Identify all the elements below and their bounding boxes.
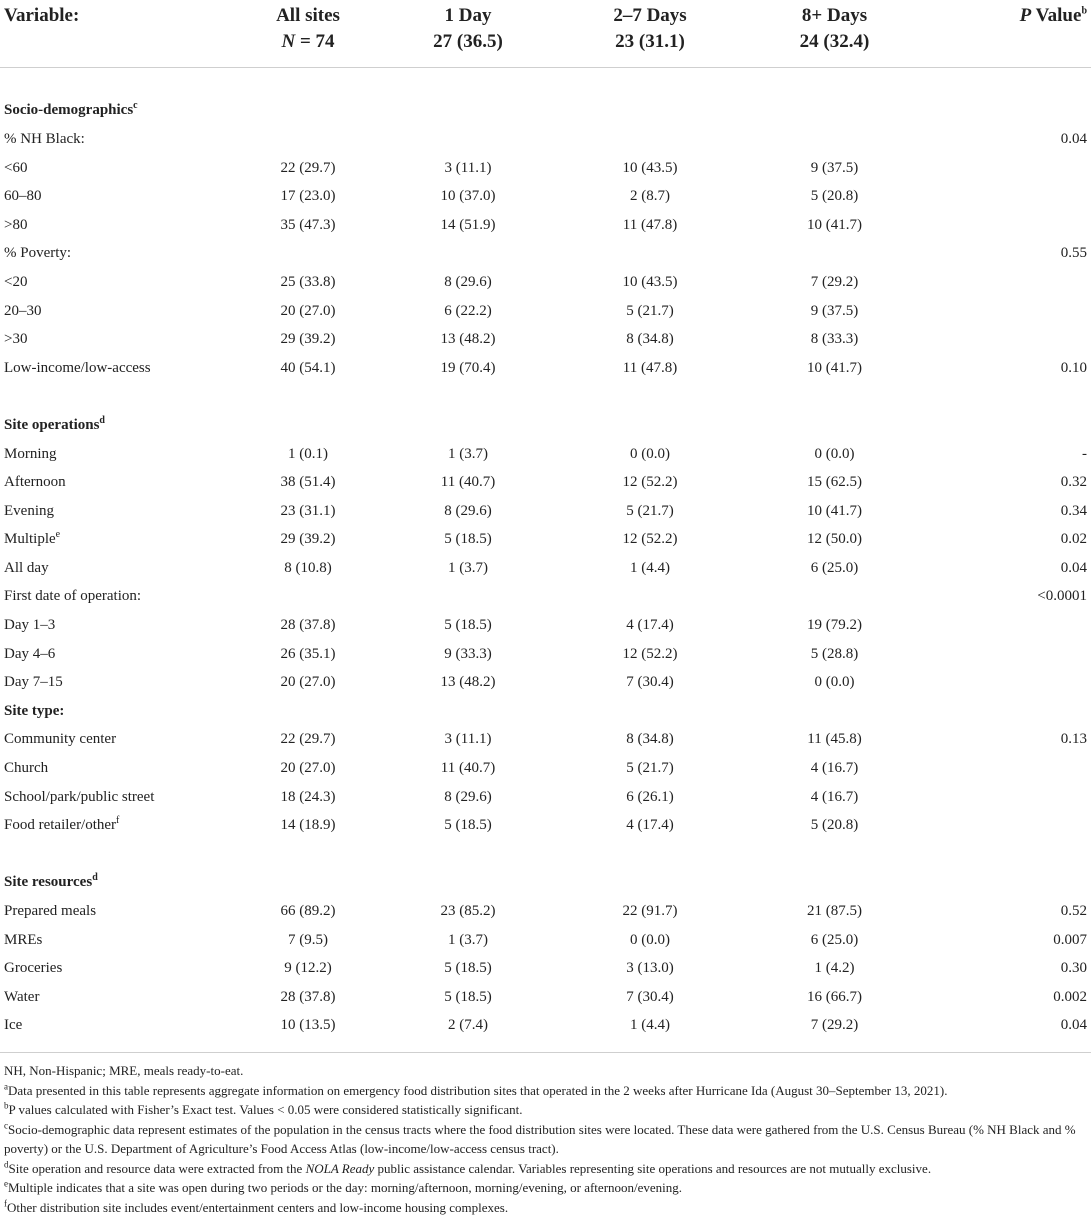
cell-d1: 5 (18.5) bbox=[444, 988, 492, 1005]
cell-p: 0.04 bbox=[1060, 130, 1087, 147]
table-row bbox=[0, 354, 1091, 383]
cell-d3: 8 (33.3) bbox=[810, 331, 859, 348]
cell-p: - bbox=[1082, 445, 1087, 462]
cell-d2: 10 (43.5) bbox=[622, 273, 678, 290]
cell-label: <20 bbox=[4, 273, 28, 290]
cell-d2: 5 (21.7) bbox=[626, 760, 674, 777]
cell-all: 29 (39.2) bbox=[280, 331, 336, 348]
cell-p: 0.30 bbox=[1060, 960, 1087, 977]
cell-label: Low-income/low-access bbox=[4, 359, 151, 376]
cell-d3: 10 (41.7) bbox=[807, 359, 862, 376]
cell-d3 bbox=[742, 125, 927, 154]
cell-d3: 7 (29.2) bbox=[810, 1017, 859, 1034]
table-row bbox=[0, 468, 1091, 497]
cell-d1: 14 (51.9) bbox=[440, 216, 496, 233]
cell-p: 0.04 bbox=[1060, 559, 1087, 576]
cell-d1: 13 (48.2) bbox=[440, 331, 496, 348]
cell-all: 38 (51.4) bbox=[280, 474, 336, 491]
cell-label: Water bbox=[4, 988, 40, 1005]
table-row bbox=[0, 268, 1091, 297]
cell-p bbox=[927, 297, 1091, 326]
table-row bbox=[0, 125, 1091, 154]
cell-p bbox=[927, 211, 1091, 240]
cell-all: 22 (29.7) bbox=[280, 731, 336, 748]
table-row bbox=[0, 583, 1091, 612]
table-row bbox=[0, 325, 1091, 354]
cell-d1: 5 (18.5) bbox=[444, 617, 492, 634]
header-p-value: P Value$^b$ bbox=[927, 0, 1091, 68]
cell-all: 66 (89.2) bbox=[280, 903, 336, 920]
cell-d3: 1 (4.2) bbox=[814, 960, 855, 977]
table-row bbox=[0, 983, 1091, 1012]
table-row bbox=[0, 954, 1091, 983]
cell-d2: 10 (43.5) bbox=[622, 159, 678, 176]
cell-d2: 12 (52.2) bbox=[622, 474, 678, 491]
cell-p bbox=[927, 611, 1091, 640]
cell-d3: 15 (62.5) bbox=[807, 474, 862, 491]
table-row bbox=[0, 726, 1091, 755]
cell-label: <60 bbox=[4, 159, 28, 176]
table-row bbox=[0, 668, 1091, 697]
cell-d1 bbox=[378, 125, 558, 154]
cell-all: 17 (23.0) bbox=[280, 188, 336, 205]
cell-d2: 12 (52.2) bbox=[622, 531, 678, 548]
cell-d2: 5 (21.7) bbox=[626, 302, 674, 319]
cell-d3: 5 (28.8) bbox=[810, 645, 859, 662]
footnote-a: $^a$Data presented in this table represents aggregate information on emergency food distribution sites that operated in the 2 weeks after Hurricane Ida (August 30–September 13, 2021). bbox=[4, 1081, 948, 1098]
cell-label: % Poverty: bbox=[4, 245, 72, 262]
cell-p: 0.55 bbox=[1060, 245, 1087, 262]
table-row bbox=[0, 783, 1091, 812]
cell-d1 bbox=[378, 240, 558, 269]
cell-p bbox=[927, 182, 1091, 211]
cell-label: First date of operation: bbox=[4, 588, 142, 605]
cell-d1: 3 (11.1) bbox=[444, 731, 492, 748]
cell-d1: 5 (18.5) bbox=[444, 817, 492, 834]
cell-d1: 23 (85.2) bbox=[440, 903, 496, 920]
cell-p: 0.04 bbox=[1060, 1017, 1087, 1034]
cell-p: 0.32 bbox=[1060, 474, 1087, 491]
cell-d3: 6 (25.0) bbox=[810, 559, 859, 576]
cell-p: 0.10 bbox=[1060, 359, 1087, 376]
cell-d2: 2 (8.7) bbox=[630, 188, 670, 205]
cell-label: MREs bbox=[4, 931, 43, 948]
cell-label: Prepared meals bbox=[4, 903, 97, 920]
cell-d3: 9 (37.5) bbox=[810, 159, 859, 176]
cell-d3 bbox=[742, 240, 927, 269]
cell-p: 0.13 bbox=[1060, 731, 1087, 748]
cell-d2 bbox=[558, 240, 742, 269]
cell-d2 bbox=[558, 583, 742, 612]
cell-d2: 4 (17.4) bbox=[626, 817, 674, 834]
footnote-c: $^c$Socio-demographic data represent estimates of the population in the census tracts where the food distribution sites were located. These data were gathered from the U.S. Census Bureau (% NH Black and % poverty) or the U.S. Department of Agriculture’s Food Access Atlas (low-income/low-access census tract). bbox=[4, 1120, 1076, 1157]
cell-d2: 3 (13.0) bbox=[626, 960, 674, 977]
table-row bbox=[0, 640, 1091, 669]
cell-d3: 5 (20.8) bbox=[810, 817, 859, 834]
cell-d2: 0 (0.0) bbox=[630, 931, 670, 948]
cell-d3: 10 (41.7) bbox=[807, 216, 862, 233]
cell-d2: 7 (30.4) bbox=[626, 988, 674, 1005]
cell-d1: 8 (29.6) bbox=[444, 502, 492, 519]
cell-all: 22 (29.7) bbox=[280, 159, 336, 176]
cell-p bbox=[927, 754, 1091, 783]
cell-d2: 5 (21.7) bbox=[626, 502, 674, 519]
section-ops: Site operations$^d$ bbox=[4, 414, 105, 433]
table-row bbox=[0, 440, 1091, 469]
cell-label: 60–80 bbox=[4, 188, 42, 205]
cell-d1: 5 (18.5) bbox=[444, 960, 492, 977]
cell-d2: 4 (17.4) bbox=[626, 617, 674, 634]
table-row bbox=[0, 240, 1091, 269]
section-socio-demographics: Socio-demographics$^c$ bbox=[4, 100, 138, 119]
cell-p bbox=[927, 640, 1091, 669]
table-row bbox=[0, 754, 1091, 783]
cell-all: 20 (27.0) bbox=[280, 302, 336, 319]
table-row bbox=[0, 497, 1091, 526]
table-row bbox=[0, 554, 1091, 583]
header-1-day: 1 Day 27 (36.5) bbox=[378, 0, 558, 68]
cell-d3 bbox=[742, 583, 927, 612]
cell-all: 8 (10.8) bbox=[284, 559, 332, 576]
cell-p bbox=[927, 154, 1091, 183]
cell-all: 20 (27.0) bbox=[280, 674, 336, 691]
table-row bbox=[0, 811, 1091, 840]
cell-label: Multiple$^e$ bbox=[4, 529, 61, 548]
section-res: Site resources$^d$ bbox=[4, 872, 98, 891]
cell-d1: 6 (22.2) bbox=[444, 302, 492, 319]
header-8-plus-days: 8+ Days 24 (32.4) bbox=[742, 0, 927, 68]
cell-all: 35 (47.3) bbox=[280, 216, 336, 233]
table-row bbox=[0, 297, 1091, 326]
cell-all: 1 (0.1) bbox=[288, 445, 328, 462]
footnote-b: $^b$P values calculated with Fisher’s Exact test. Values < 0.05 were considered statistically significant. bbox=[4, 1100, 523, 1118]
cell-d1: 19 (70.4) bbox=[440, 359, 496, 376]
table-row bbox=[0, 211, 1091, 240]
cell-d2: 12 (52.2) bbox=[622, 645, 678, 662]
cell-all: 10 (13.5) bbox=[280, 1017, 336, 1034]
cell-p: <0.0001 bbox=[1037, 588, 1087, 605]
cell-d2: 0 (0.0) bbox=[630, 445, 670, 462]
table-header bbox=[0, 0, 1091, 68]
footnote-abbrev: NH, Non-Hispanic; MRE, meals ready-to-eat. bbox=[4, 1063, 244, 1079]
header-all-sites: All sites N = 74 bbox=[238, 0, 378, 68]
cell-all: 26 (35.1) bbox=[280, 645, 336, 662]
table-body bbox=[0, 68, 1091, 1053]
cell-d1: 1 (3.7) bbox=[448, 559, 488, 576]
cell-d1: 11 (40.7) bbox=[440, 474, 496, 491]
table-row bbox=[0, 926, 1091, 955]
section-type: Site type: bbox=[4, 702, 65, 719]
cell-p: 0.52 bbox=[1060, 903, 1087, 920]
cell-label: Day 4–6 bbox=[4, 645, 56, 662]
cell-p bbox=[927, 783, 1091, 812]
cell-all: 28 (37.8) bbox=[280, 988, 336, 1005]
cell-d3: 0 (0.0) bbox=[814, 445, 855, 462]
cell-label: Church bbox=[4, 760, 49, 777]
cell-d3: 5 (20.8) bbox=[810, 188, 859, 205]
cell-d1: 3 (11.1) bbox=[444, 159, 492, 176]
cell-all bbox=[238, 583, 378, 612]
cell-label: Community center bbox=[4, 731, 117, 748]
cell-p bbox=[927, 268, 1091, 297]
cell-all: 29 (39.2) bbox=[280, 531, 336, 548]
cell-p bbox=[927, 811, 1091, 840]
cell-d3: 0 (0.0) bbox=[814, 674, 855, 691]
cell-p bbox=[927, 668, 1091, 697]
cell-d2: 7 (30.4) bbox=[626, 674, 674, 691]
cell-all: 28 (37.8) bbox=[280, 617, 336, 634]
cell-d1: 1 (3.7) bbox=[448, 445, 488, 462]
cell-d3: 7 (29.2) bbox=[810, 273, 859, 290]
cell-all: 18 (24.3) bbox=[280, 788, 336, 805]
cell-label: Evening bbox=[4, 502, 54, 519]
footnote-f: $^f$Other distribution site includes event/entertainment centers and low-income housing complexes. bbox=[4, 1198, 509, 1215]
cell-label: >30 bbox=[4, 331, 28, 348]
table-row bbox=[0, 1012, 1091, 1041]
cell-p: 0.02 bbox=[1060, 531, 1087, 548]
cell-all: 40 (54.1) bbox=[280, 359, 336, 376]
table-row bbox=[0, 526, 1091, 555]
cell-p bbox=[927, 325, 1091, 354]
cell-d1: 9 (33.3) bbox=[444, 645, 492, 662]
cell-label: 20–30 bbox=[4, 302, 42, 319]
cell-all: 25 (33.8) bbox=[280, 273, 336, 290]
cell-label: Afternoon bbox=[4, 474, 66, 491]
header-2-7-days: 2–7 Days 23 (31.1) bbox=[558, 0, 742, 68]
cell-d1: 1 (3.7) bbox=[448, 931, 488, 948]
cell-d2: 6 (26.1) bbox=[626, 788, 674, 805]
cell-d3: 12 (50.0) bbox=[807, 531, 862, 548]
cell-d3: 4 (16.7) bbox=[810, 760, 859, 777]
cell-p: 0.34 bbox=[1060, 502, 1087, 519]
cell-d3: 4 (16.7) bbox=[810, 788, 859, 805]
cell-d3: 10 (41.7) bbox=[807, 502, 862, 519]
cell-all: 9 (12.2) bbox=[284, 960, 332, 977]
cell-d2: 8 (34.8) bbox=[626, 331, 674, 348]
cell-d2 bbox=[558, 125, 742, 154]
cell-d3: 19 (79.2) bbox=[807, 617, 862, 634]
cell-d2: 8 (34.8) bbox=[626, 731, 674, 748]
cell-d1: 11 (40.7) bbox=[440, 760, 496, 777]
cell-d1: 8 (29.6) bbox=[444, 788, 492, 805]
footnotes bbox=[0, 1053, 1091, 1217]
cell-label: Ice bbox=[4, 1017, 23, 1034]
cell-label: Food retailer/other$^f$ bbox=[4, 815, 120, 834]
cell-label: Groceries bbox=[4, 960, 63, 977]
cell-label: % NH Black: bbox=[4, 130, 85, 147]
cell-label: Day 1–3 bbox=[4, 617, 56, 634]
cell-label: Day 7–15 bbox=[4, 674, 63, 691]
header-variable: Variable: bbox=[0, 0, 238, 68]
cell-all: 20 (27.0) bbox=[280, 760, 336, 777]
cell-d2: 1 (4.4) bbox=[630, 559, 670, 576]
cell-all: 14 (18.9) bbox=[280, 817, 336, 834]
cell-d3: 6 (25.0) bbox=[810, 931, 859, 948]
cell-all: 23 (31.1) bbox=[280, 502, 336, 519]
table-row bbox=[0, 154, 1091, 183]
cell-d2: 1 (4.4) bbox=[630, 1017, 670, 1034]
table-row bbox=[0, 611, 1091, 640]
table-row bbox=[0, 182, 1091, 211]
table-row bbox=[0, 897, 1091, 926]
cell-d3: 21 (87.5) bbox=[807, 903, 862, 920]
cell-d1: 13 (48.2) bbox=[440, 674, 496, 691]
cell-d2: 11 (47.8) bbox=[622, 216, 678, 233]
cell-all bbox=[238, 240, 378, 269]
footnote-d: $^d$Site operation and resource data were extracted from the NOLA Ready public assistance calendar. Variables representing site operations and resources are not mutually exclusive. bbox=[4, 1159, 932, 1176]
cell-d3: 9 (37.5) bbox=[810, 302, 859, 319]
cell-d1 bbox=[378, 583, 558, 612]
cell-all bbox=[238, 125, 378, 154]
cell-label: Morning bbox=[4, 445, 57, 462]
cell-d1: 10 (37.0) bbox=[440, 188, 496, 205]
cell-d3: 16 (66.7) bbox=[807, 988, 862, 1005]
cell-d2: 22 (91.7) bbox=[622, 903, 678, 920]
cell-d3: 11 (45.8) bbox=[807, 731, 862, 748]
cell-all: 7 (9.5) bbox=[288, 931, 328, 948]
cell-d2: 11 (47.8) bbox=[622, 359, 678, 376]
cell-label: All day bbox=[4, 559, 49, 576]
cell-label: School/park/public street bbox=[4, 788, 155, 805]
cell-label: >80 bbox=[4, 216, 28, 233]
cell-d1: 5 (18.5) bbox=[444, 531, 492, 548]
cell-d1: 8 (29.6) bbox=[444, 273, 492, 290]
cell-d1: 2 (7.4) bbox=[448, 1017, 488, 1034]
cell-p: 0.007 bbox=[1053, 931, 1087, 948]
cell-p: 0.002 bbox=[1053, 988, 1087, 1005]
footnote-e: $^e$Multiple indicates that a site was open during two periods or the day: morning/afternoon, morning/evening, or afternoon/evening. bbox=[4, 1178, 683, 1196]
